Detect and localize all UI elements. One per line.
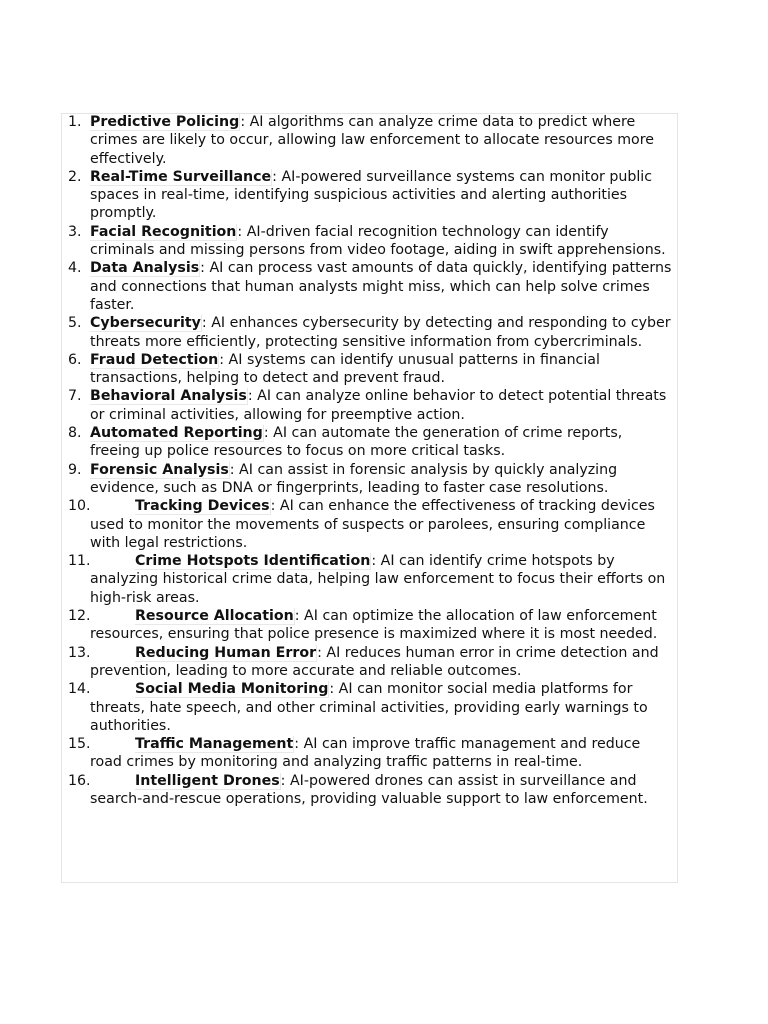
item-term: Data Analysis [90,260,200,277]
item-number: 5. [68,315,82,332]
item-term: Predictive Policing [90,114,240,130]
item-term: Cybersecurity [90,315,201,332]
item-description: : AI can assist in forensic analysis by quickly analyzing evidence, such as DNA or fingerprints, leading to faster case resolutions. [90,461,618,496]
item-term: Intelligent Drones [135,772,280,789]
item-number: 7. [68,388,82,405]
list-item [62,259,676,314]
list-item [62,113,676,168]
list-item [62,351,676,388]
item-term: Automated Reporting [90,425,263,442]
item-number: 13. [68,644,91,661]
list-item [62,772,676,809]
item-description: : AI can improve traffic management and reduce road crimes by monitoring and analyzing traffic patterns in real-time. [90,736,641,771]
item-term: Resource Allocation [135,608,294,625]
item-number: 16. [68,772,91,789]
item-description: : AI-powered surveillance systems can monitor public spaces in real-time, identifying suspicious activities and alerting authorities promptly. [90,168,653,222]
item-description: : AI can monitor social media platforms for threats, hate speech, and other criminal activities, providing early warnings to authorities. [90,681,648,734]
list-item [62,461,676,498]
list-item [62,223,676,260]
list-item [62,644,676,681]
item-description: : AI reduces human error in crime detection and prevention, leading to more accurate and reliable outcomes. [90,644,659,679]
list-item [62,387,676,424]
item-description: : AI can identify crime hotspots by analyzing historical crime data, helping law enforcement to focus their efforts on high-risk areas. [90,553,666,606]
list-item [62,168,676,223]
item-term: Traffic Management [135,736,294,753]
item-description: : AI systems can identify unusual patterns in financial transactions, helping to detect and prevent fraud. [90,351,600,387]
item-number: 9. [68,461,82,478]
list-item [62,314,676,351]
item-number: 15. [68,736,91,753]
list-item [62,680,676,735]
item-term: Behavioral Analysis [90,388,247,405]
item-term: Social Media Monitoring [135,681,329,698]
item-number: 14. [68,681,91,698]
item-description: : AI enhances cybersecurity by detecting and responding to cyber threats more efficiently, protecting sensitive information from cybercriminals. [90,315,671,350]
item-term: Forensic Analysis [90,461,229,478]
numbered-list [62,113,676,808]
item-number: 8. [68,425,82,442]
item-description: : AI can automate the generation of crime reports, freeing up police resources to focus on more critical tasks. [90,425,623,460]
item-number: 1. [68,114,82,130]
item-term: Fraud Detection [90,351,219,368]
list-item [62,607,676,644]
item-number: 4. [68,260,82,277]
item-number: 12. [68,608,91,625]
item-description: : AI algorithms can analyze crime data to predict where crimes are likely to occur, allowing law enforcement to allocate resources more effectively. [90,114,654,167]
item-description: : AI-driven facial recognition technology can identify criminals and missing persons from video footage, aiding in swift apprehensions. [90,223,666,259]
item-number: 11. [68,553,91,570]
item-number: 3. [68,223,82,240]
item-description: : AI can optimize the allocation of law enforcement resources, ensuring that police presence is maximized where it is most needed. [90,608,658,643]
item-term: Tracking Devices [135,498,270,515]
item-term: Real-Time Surveillance [90,168,272,185]
item-number: 6. [68,351,82,368]
item-description: : AI can enhance the effectiveness of tracking devices used to monitor the movements of suspects or parolees, ensuring compliance with legal restrictions. [90,498,655,551]
item-number: 10. [68,498,91,515]
item-term: Reducing Human Error [135,644,317,661]
item-number: 2. [68,168,82,185]
item-description: : AI can analyze online behavior to detect potential threats or criminal activities, allowing for preemptive action. [90,388,667,423]
item-description: : AI-powered drones can assist in surveillance and search-and-rescue operations, providing valuable support to law enforcement. [90,772,648,807]
list-item [62,497,676,552]
item-term: Crime Hotspots Identification [135,553,371,570]
item-description: : AI can process vast amounts of data quickly, identifying patterns and connections that human analysts might miss, which can help solve crimes faster. [90,260,672,313]
item-term: Facial Recognition [90,223,237,240]
list-item [62,735,676,772]
list-item [62,552,676,607]
list-item [62,424,676,461]
